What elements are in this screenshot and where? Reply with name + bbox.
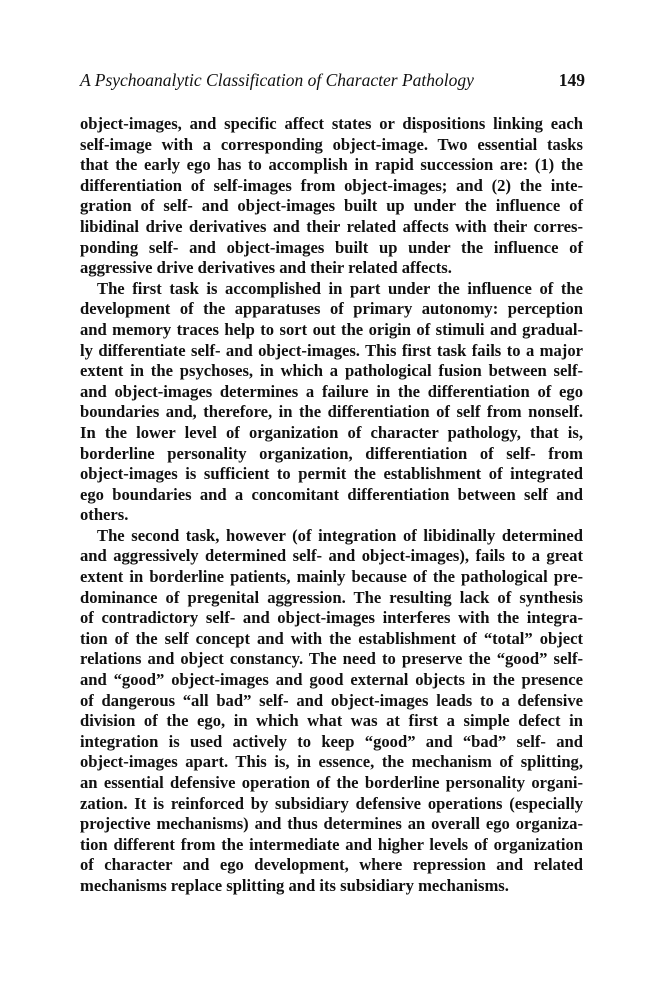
text-line: an essential defensive operation of the borderline personality organi- <box>80 773 583 792</box>
text-line: relations and object constancy. The need to preserve the “good” self- <box>80 649 583 669</box>
text-line: dominance of pregenital aggression. The resulting lack of synthesis <box>80 587 583 607</box>
text-line: integration is used actively to keep “good” and “bad” self- and <box>80 731 583 751</box>
text-line: and memory traces help to sort out the origin of stimuli and gradual- <box>80 319 583 339</box>
text-line: tion of the self concept and with the establishment of “total” object <box>80 628 583 648</box>
text-line: differentiation of self-images from object-images; and (2) the inte- <box>80 175 583 195</box>
text-line: ly differentiate self- and object-images. This first task fails to a major <box>80 340 583 360</box>
body-text <box>80 114 583 897</box>
text-line: tion different from the intermediate and higher levels of organization <box>80 834 583 854</box>
text-line: extent in borderline patients, mainly because of the pathological pre- <box>80 567 583 587</box>
text-line: libidinal drive derivatives and their related affects with their corres- <box>80 216 583 236</box>
text-line: development of the apparatuses of primary autonomy: perception <box>80 299 583 319</box>
text-line: of contradictory self- and object-images interferes with the integra- <box>80 608 583 628</box>
running-title: A Psychoanalytic Classification of Character Pathology <box>80 70 474 90</box>
text-line: projective mechanisms) and thus determines an overall ego organiza- <box>80 814 583 834</box>
text-line: zation. It is reinforced by subsidiary defensive operations (especially <box>80 793 583 813</box>
running-head <box>80 70 585 91</box>
text-line: object-images, and specific affect states or dispositions linking each <box>80 114 583 133</box>
text-line: self-image with a corresponding object-image. Two essential tasks <box>80 134 583 154</box>
text-line: object-images apart. This is, in essence, the mechanism of splitting, <box>80 752 583 772</box>
text-line: extent in the psychoses, in which a pathological fusion between self- <box>80 361 583 381</box>
text-line: division of the ego, in which what was at first a simple defect in <box>80 711 583 731</box>
text-line: ponding self- and object-images built up under the influence of <box>80 237 583 257</box>
text-line: others. <box>80 505 129 525</box>
text-line: mechanisms replace splitting and its subsidiary mechanisms. <box>80 875 509 895</box>
text-line: gration of self- and object-images built up under the influence of <box>80 196 583 216</box>
text-line: boundaries and, therefore, in the differentiation of self from nonself. <box>80 402 583 422</box>
paragraph <box>80 114 583 279</box>
text-line: of character and ego development, where repression and related <box>80 855 583 875</box>
text-line: that the early ego has to accomplish in rapid succession are: (1) the <box>80 155 583 175</box>
page-number: 149 <box>558 70 585 90</box>
text-line: ego boundaries and a concomitant differentiation between self and <box>80 484 583 504</box>
text-line: The first task is accomplished in part under the influence of the <box>97 278 583 298</box>
text-line: object-images is sufficient to permit the establishment of integrated <box>80 464 583 484</box>
text-line: and “good” object-images and good external objects in the presence <box>80 670 583 690</box>
text-line: In the lower level of organization of character pathology, that is, <box>80 422 583 442</box>
text-line: aggressive drive derivatives and their related affects. <box>80 258 452 278</box>
text-line: and aggressively determined self- and object-images), fails to a great <box>80 546 583 566</box>
text-line: of dangerous “all bad” self- and object-images leads to a defensive <box>80 690 583 710</box>
paragraph <box>80 279 583 526</box>
paragraph <box>80 526 583 897</box>
text-line: borderline personality organization, differentiation of self- from <box>80 443 583 463</box>
text-line: The second task, however (of integration of libidinally determined <box>97 525 583 545</box>
text-line: and object-images determines a failure in the differentiation of ego <box>80 381 583 401</box>
